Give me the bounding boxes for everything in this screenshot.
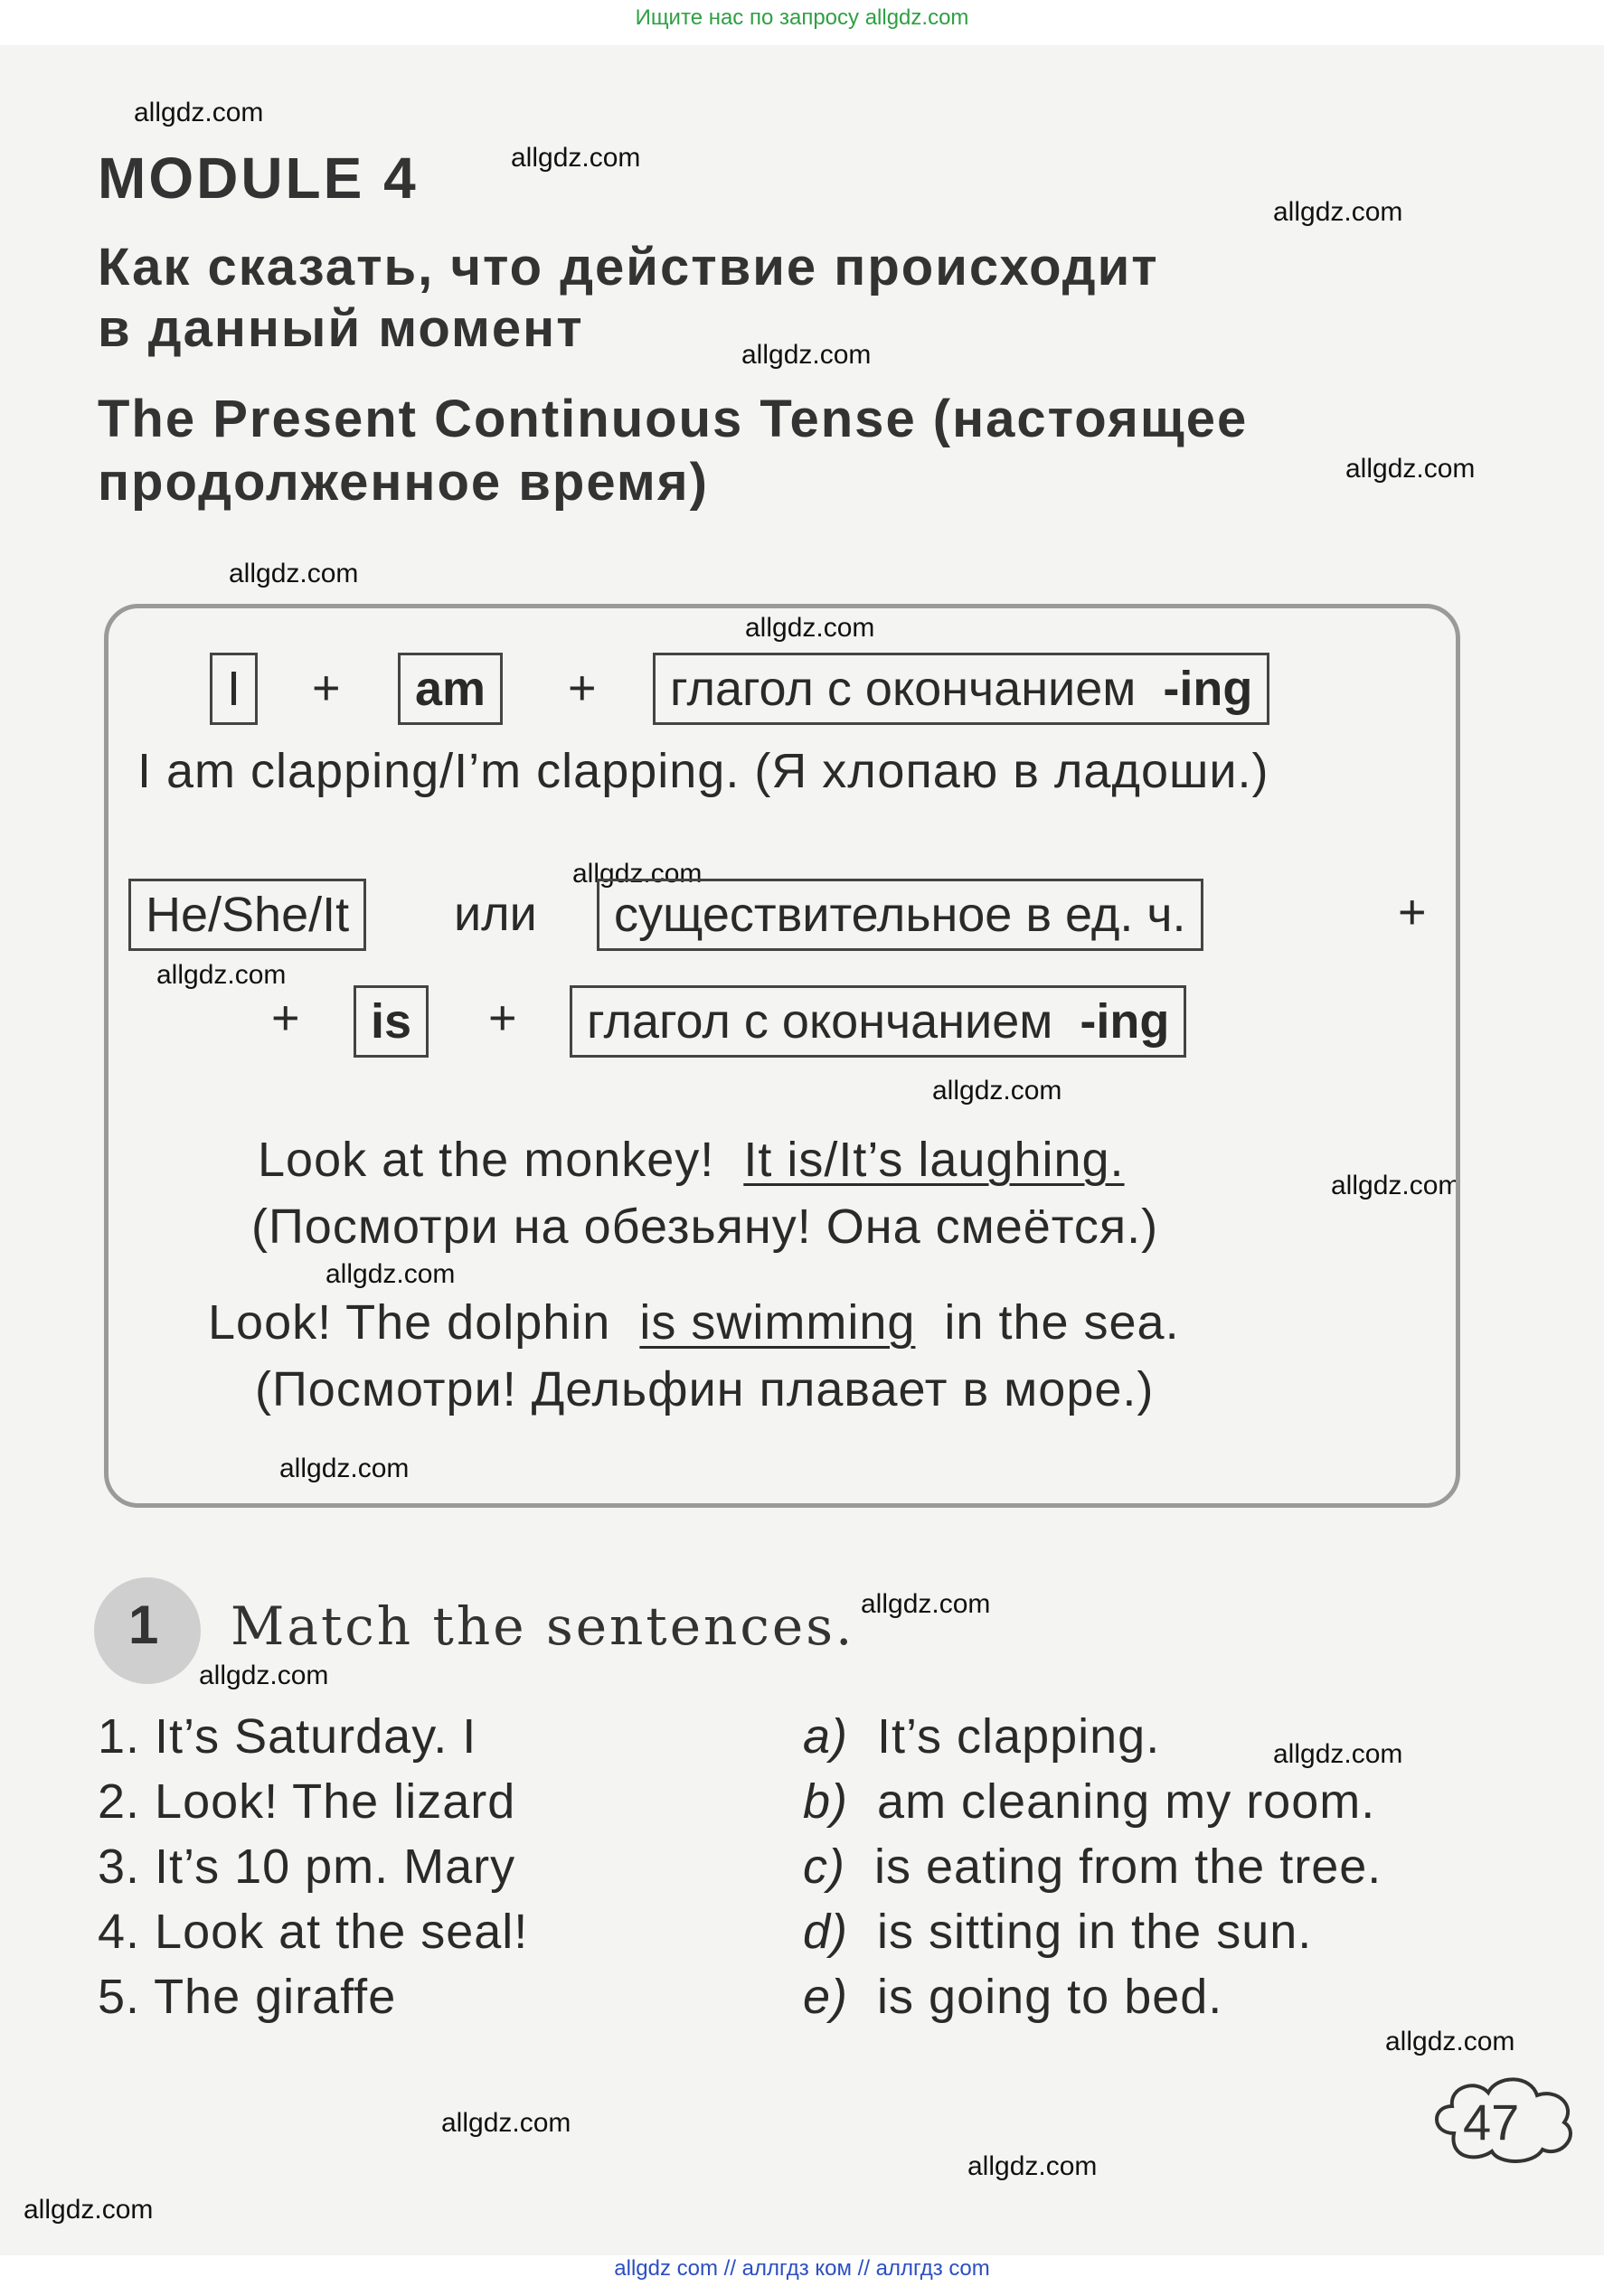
watermark: allgdz.com xyxy=(279,1454,410,1483)
watermark: allgdz.com xyxy=(134,98,264,127)
example-underlined: is swimming xyxy=(639,1295,916,1350)
watermark: allgdz.com xyxy=(199,1661,329,1690)
watermark: allgdz.com xyxy=(1273,197,1403,227)
example-underlined: It is/It’s laughing. xyxy=(743,1133,1125,1187)
formula-verb-box xyxy=(570,985,1186,1058)
watermark: allgdz.com xyxy=(326,1259,456,1289)
left-sentence: 2. Look! The lizard xyxy=(98,1774,516,1829)
option-text: is going to bed. xyxy=(877,1970,1223,2024)
watermark: allgdz.com xyxy=(1331,1171,1461,1200)
right-option xyxy=(803,1969,1222,2025)
watermark: allgdz.com xyxy=(1273,1739,1403,1769)
watermark: allgdz.com xyxy=(861,1589,991,1619)
option-letter: d) xyxy=(803,1905,849,1959)
watermark: allgdz.com xyxy=(156,960,287,990)
watermark: allgdz.com xyxy=(229,559,359,588)
example-text: in the sea. xyxy=(944,1295,1180,1350)
option-letter: c) xyxy=(803,1840,845,1894)
left-sentence: 4. Look at the seal! xyxy=(98,1905,529,1959)
right-option xyxy=(803,1774,1375,1830)
option-text: is sitting in the sun. xyxy=(877,1905,1313,1959)
option-text: am cleaning my room. xyxy=(877,1774,1376,1829)
right-option xyxy=(803,1904,1312,1960)
watermark: allgdz.com xyxy=(24,2195,154,2225)
example-sentence-3 xyxy=(208,1294,1180,1350)
formula-verb-box xyxy=(653,653,1269,725)
formula-suffix: -ing xyxy=(1163,662,1253,716)
heading-ru-line2: в данный момент xyxy=(98,299,584,358)
watermark: allgdz.com xyxy=(967,2151,1098,2181)
top-banner[interactable]: Ищите нас по запросу allgdz.com xyxy=(635,5,969,30)
watermark: allgdz.com xyxy=(932,1076,1062,1106)
formula-noun-box: существительное в ед. ч. xyxy=(597,879,1203,951)
exercise-title: Match the sentences. xyxy=(231,1595,855,1657)
option-text: It’s clapping. xyxy=(877,1709,1161,1764)
formula-plus: + xyxy=(271,991,300,1045)
formula-verb-text: глагол с окончанием xyxy=(670,662,1137,716)
watermark: allgdz.com xyxy=(511,143,641,173)
watermark: allgdz.com xyxy=(1345,454,1476,484)
left-sentence: 1. It’s Saturday. I xyxy=(98,1709,477,1764)
watermark: allgdz.com xyxy=(745,613,875,643)
watermark: allgdz.com xyxy=(741,340,872,370)
example-translation-3: (Посмотри! Дельфин плавает в море.) xyxy=(255,1362,1155,1416)
exercise-number: 1 xyxy=(128,1595,159,1655)
option-text: is eating from the tree. xyxy=(874,1840,1382,1894)
formula-plus: + xyxy=(488,991,517,1045)
formula-verb-text: глагол с окончанием xyxy=(587,994,1053,1049)
formula-pronoun-box: He/She/It xyxy=(128,879,366,951)
option-letter: e) xyxy=(803,1970,849,2024)
left-sentence: 3. It’s 10 pm. Mary xyxy=(98,1840,516,1894)
formula-plus: + xyxy=(568,661,597,715)
example-sentence-2 xyxy=(258,1132,1125,1188)
example-translation-2: (Посмотри на обезьяну! Она смеётся.) xyxy=(251,1200,1159,1254)
formula-aux-box: am xyxy=(398,653,503,725)
right-option xyxy=(803,1839,1382,1895)
example-text: Look at the monkey! xyxy=(258,1133,715,1187)
formula-suffix: -ing xyxy=(1080,994,1170,1049)
example-sentence-1: I am clapping/I’m clapping. (Я хлопаю в ладоши.) xyxy=(137,744,1269,798)
page-number: 47 xyxy=(1463,2094,1520,2150)
left-sentence: 5. The giraffe xyxy=(98,1970,397,2024)
watermark: allgdz.com xyxy=(572,859,703,889)
right-option xyxy=(803,1708,1160,1764)
heading-en-line2: продолженное время) xyxy=(98,453,709,512)
option-letter: a) xyxy=(803,1709,849,1764)
example-text: Look! The dolphin xyxy=(208,1295,611,1350)
heading-en-line1: The Present Continuous Tense (настоящее xyxy=(98,390,1249,448)
module-title: MODULE 4 xyxy=(98,146,419,211)
heading-ru-line1: Как сказать, что действие происходит xyxy=(98,238,1159,296)
formula-plus: + xyxy=(312,661,341,715)
formula-plus: + xyxy=(1398,885,1427,939)
formula-or: или xyxy=(454,887,537,941)
formula-pronoun-box: I xyxy=(210,653,258,725)
formula-aux-box: is xyxy=(354,985,429,1058)
option-letter: b) xyxy=(803,1774,849,1829)
watermark: allgdz.com xyxy=(441,2108,571,2138)
watermark: allgdz.com xyxy=(1385,2027,1515,2056)
bottom-banner[interactable]: allgdz com // аллгдз ком // аллгдз com xyxy=(614,2256,990,2281)
